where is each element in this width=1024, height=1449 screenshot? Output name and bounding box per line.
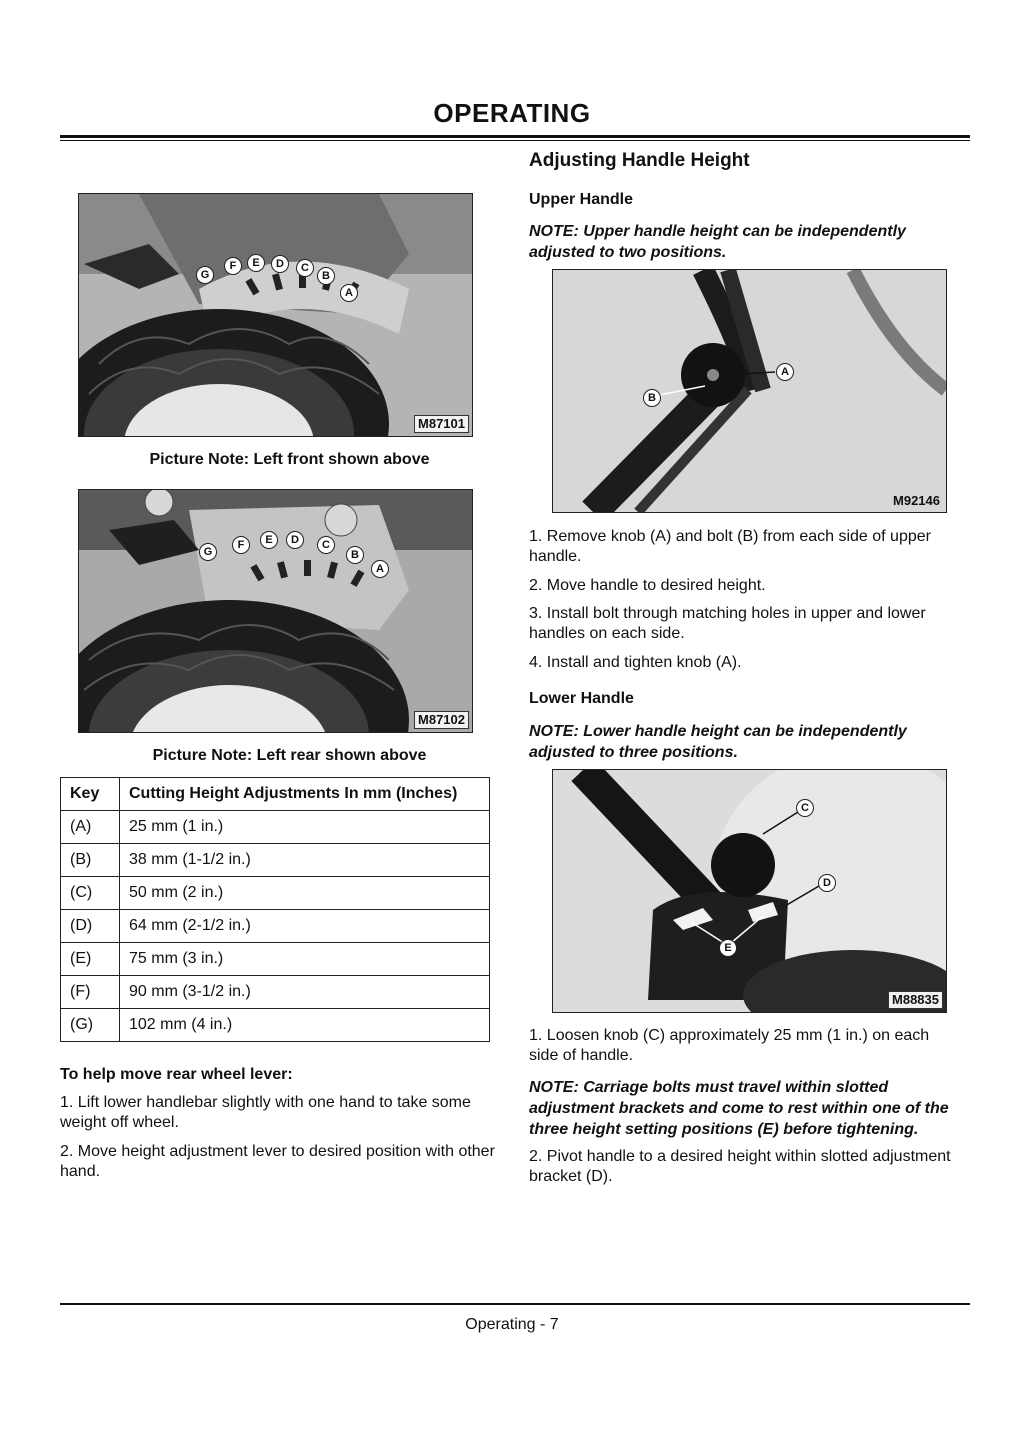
callout-d: D [286,531,304,549]
table-cell-key: (E) [61,943,120,976]
cutting-height-table [60,777,490,1042]
callout-a: A [371,560,389,578]
photo-lower-handle-image [553,770,946,1012]
rear-lever-heading: To help move rear wheel lever: [60,1066,293,1083]
upper-handle-note: NOTE: Upper handle height can be independently adjusted to two positions. [529,223,906,261]
table-cell-value: 75 mm (3 in.) [120,943,490,976]
table-cell-value: 25 mm (1 in.) [120,811,490,844]
table-cell-key: (A) [61,811,120,844]
table-cell-key: (G) [61,1009,120,1042]
callout-a: A [776,363,794,381]
callout-c: C [317,536,335,554]
page-number: Operating - 7 [465,1316,559,1333]
upper-step-2: 2. Move handle to desired height. [529,577,766,594]
footer-rule [60,1303,970,1305]
table-row [61,976,490,1009]
photo-code: M87102 [414,711,469,729]
callout-e: E [247,254,265,272]
table-header-key: Key [61,778,120,811]
photo-upper-handle-image [553,270,946,512]
table-cell-key: (F) [61,976,120,1009]
carriage-bolt-note: NOTE: Carriage bolts must travel within slotted adjustment brackets and come to rest within one of the three height setting positions (E) before tightening. [529,1079,949,1138]
photo-lower-handle [552,769,947,1013]
upper-step-3: 3. Install bolt through matching holes in upper and lower handles on each side. [529,605,926,642]
photo-code: M87101 [414,415,469,433]
table-cell-value: 50 mm (2 in.) [120,877,490,910]
photo-left-front-image [79,194,472,436]
table-cell-key: (D) [61,910,120,943]
callout-d: D [271,255,289,273]
page-title: OPERATING [433,98,591,128]
callout-g: G [196,266,214,284]
table-cell-value: 64 mm (2-1/2 in.) [120,910,490,943]
table-cell-value: 102 mm (4 in.) [120,1009,490,1042]
photo-left-front [78,193,473,437]
photo-left-rear [78,489,473,733]
rear-lever-step-2: 2. Move height adjustment lever to desired position with other hand. [60,1143,495,1180]
photo-caption-front: Picture Note: Left front shown above [149,451,430,468]
callout-g: G [199,543,217,561]
header-rule-thin [60,140,970,141]
table-cell-value: 38 mm (1-1/2 in.) [120,844,490,877]
callout-c: C [796,799,814,817]
table-row [61,844,490,877]
table-cell-key: (C) [61,877,120,910]
table-row [61,811,490,844]
callout-b: B [317,267,335,285]
upper-handle-heading: Upper Handle [529,191,634,208]
lower-handle-heading: Lower Handle [529,690,634,707]
photo-code: M92146 [893,493,940,508]
header-rule [60,135,970,138]
callout-b: B [346,546,364,564]
table-row [61,943,490,976]
photo-left-rear-image [79,490,472,732]
callout-a: A [340,284,358,302]
section-heading: Adjusting Handle Height [529,150,750,171]
table-cell-key: (B) [61,844,120,877]
callout-e: E [260,531,278,549]
callout-f: F [224,257,242,275]
rear-lever-step-1: 1. Lift lower handlebar slightly with one hand to take some weight off wheel. [60,1094,471,1131]
upper-step-1: 1. Remove knob (A) and bolt (B) from each side of upper handle. [529,528,931,565]
table-row [61,1009,490,1042]
table-header-row [61,778,490,811]
table-row [61,910,490,943]
callout-d: D [818,874,836,892]
lower-handle-note: NOTE: Lower handle height can be independently adjusted to three positions. [529,723,907,761]
callout-f: F [232,536,250,554]
table-cell-value: 90 mm (3-1/2 in.) [120,976,490,1009]
table-header-adjustment: Cutting Height Adjustments In mm (Inches) [120,778,490,811]
callout-e: E [719,939,737,957]
upper-step-4: 4. Install and tighten knob (A). [529,654,742,671]
lower-step-1: 1. Loosen knob (C) approximately 25 mm (1 in.) on each side of handle. [529,1027,930,1064]
table-row [61,877,490,910]
photo-upper-handle [552,269,947,513]
photo-code: M88835 [888,991,943,1009]
photo-caption-rear: Picture Note: Left rear shown above [152,747,427,764]
lower-step-2: 2. Pivot handle to a desired height within slotted adjustment bracket (D). [529,1148,951,1185]
callout-c: C [296,259,314,277]
callout-b: B [643,389,661,407]
